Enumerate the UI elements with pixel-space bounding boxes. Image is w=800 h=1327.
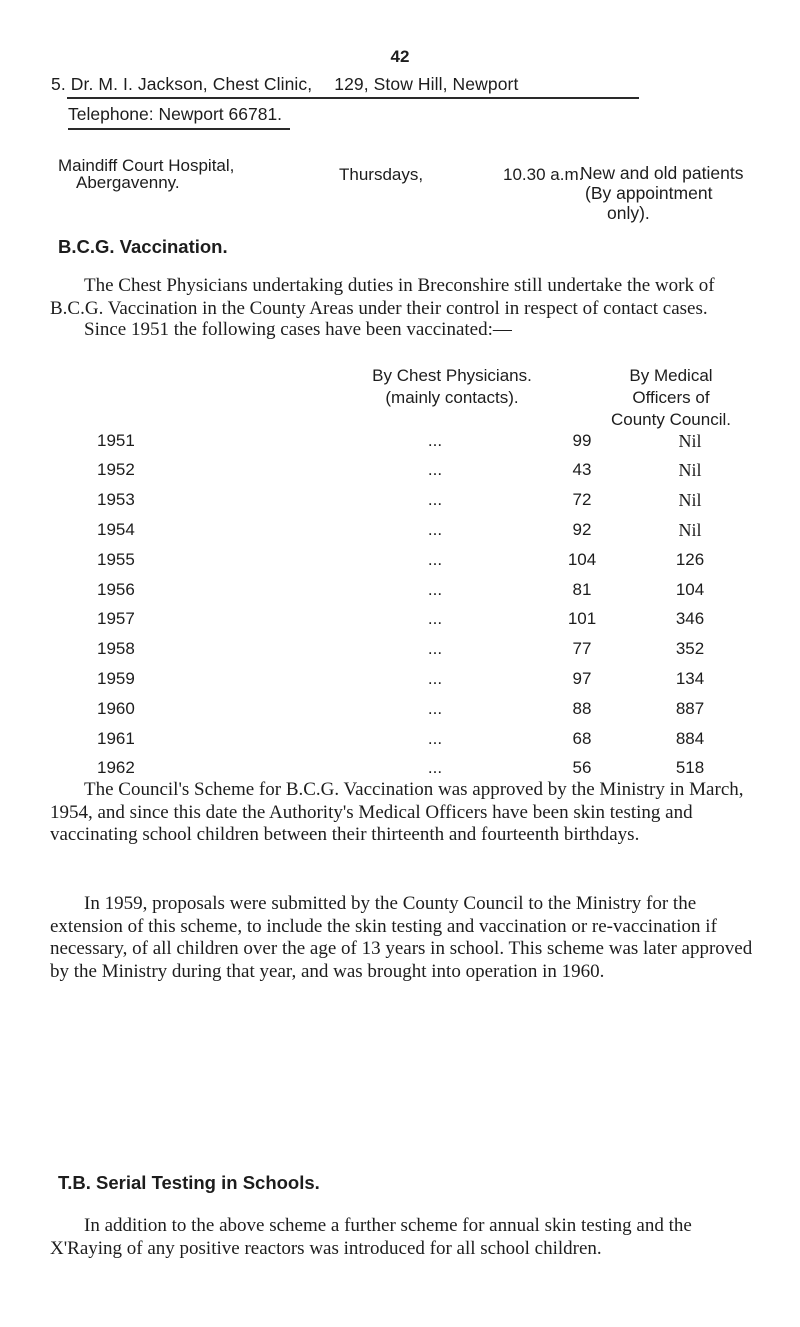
row-chest-count: 68 xyxy=(572,729,592,748)
row-mo-count: Nil xyxy=(678,490,702,510)
session-time: 10.30 a.m. xyxy=(503,165,584,184)
row-chest-count: 97 xyxy=(572,669,592,688)
row-year: 1959 xyxy=(97,669,135,688)
row-chest-count: 56 xyxy=(572,758,592,777)
row-leader-dots: ... xyxy=(427,520,443,539)
tb-heading: T.B. Serial Testing in Schools. xyxy=(58,1172,320,1193)
table-row xyxy=(0,431,800,457)
clinic-telephone: Telephone: Newport 66781. xyxy=(68,104,283,124)
row-leader-dots: ... xyxy=(427,699,443,718)
row-leader-dots: ... xyxy=(427,431,443,450)
column-header-line: County Council. xyxy=(610,410,731,429)
row-mo-count: Nil xyxy=(678,460,702,480)
table-row xyxy=(0,609,800,635)
column-header-chest-physicians xyxy=(312,365,592,409)
table-row xyxy=(0,460,800,486)
row-leader-dots: ... xyxy=(427,758,443,777)
row-leader-dots: ... xyxy=(427,639,443,658)
row-chest-count: 88 xyxy=(572,699,592,718)
hospital-line-1: Maindiff Court Hospital, xyxy=(58,156,235,175)
table-row xyxy=(0,550,800,576)
note-line-3: only). xyxy=(607,203,650,223)
row-chest-count: 77 xyxy=(572,639,592,658)
hospital-line-2: Abergavenny. xyxy=(76,173,180,192)
row-year: 1962 xyxy=(97,758,135,777)
column-header-line: Officers of xyxy=(632,388,710,407)
table-row xyxy=(0,729,800,755)
row-chest-count: 92 xyxy=(572,520,592,539)
table-row xyxy=(0,580,800,606)
clinic-line xyxy=(51,74,518,95)
table-row xyxy=(0,639,800,665)
row-leader-dots: ... xyxy=(427,729,443,748)
row-year: 1954 xyxy=(97,520,135,539)
row-chest-count: 43 xyxy=(572,460,592,479)
session-days: Thursdays, xyxy=(339,165,424,184)
underline-rule xyxy=(68,128,290,130)
bcg-paragraph: The Chest Physicians undertaking duties in Breconshire still undertake the work of B.C.G. Vaccination in the County Areas under their control in respect of contact cases. xyxy=(50,275,715,319)
row-year: 1951 xyxy=(97,431,135,450)
row-leader-dots: ... xyxy=(427,490,443,509)
row-chest-count: 104 xyxy=(567,550,597,569)
row-mo-count: 126 xyxy=(675,550,705,569)
row-year: 1952 xyxy=(97,460,135,479)
row-leader-dots: ... xyxy=(427,550,443,569)
row-year: 1960 xyxy=(97,699,135,718)
clinic-number: 5. xyxy=(51,74,66,94)
table-row xyxy=(0,669,800,695)
bcg-heading: B.C.G. Vaccination. xyxy=(58,236,228,257)
row-mo-count: 134 xyxy=(675,669,705,688)
row-mo-count: 884 xyxy=(675,729,705,748)
row-leader-dots: ... xyxy=(427,609,443,628)
clinic-address: 129, Stow Hill, Newport xyxy=(334,74,519,94)
column-header-line: By Chest Physicians. xyxy=(372,366,532,385)
row-mo-count: 352 xyxy=(675,639,705,658)
bcg-intro-line: Since 1951 the following cases have been vaccinated:— xyxy=(84,319,512,340)
row-chest-count: 99 xyxy=(572,431,592,450)
row-mo-count: Nil xyxy=(678,520,702,540)
row-leader-dots: ... xyxy=(427,460,443,479)
row-year: 1953 xyxy=(97,490,135,509)
row-chest-count: 101 xyxy=(567,609,597,628)
column-header-line: By Medical xyxy=(629,366,713,385)
row-year: 1961 xyxy=(97,729,135,748)
row-leader-dots: ... xyxy=(427,669,443,688)
row-chest-count: 72 xyxy=(572,490,592,509)
row-mo-count: 518 xyxy=(675,758,705,777)
session-hospital xyxy=(58,157,234,191)
row-mo-count: 887 xyxy=(675,699,705,718)
row-year: 1956 xyxy=(97,580,135,599)
table-row xyxy=(0,490,800,516)
row-mo-count: Nil xyxy=(678,431,702,451)
page-number: 42 xyxy=(390,47,410,66)
row-mo-count: 346 xyxy=(675,609,705,628)
extension-paragraph: In 1959, proposals were submitted by the County Council to the Ministry for the extension of this scheme, to include the skin testing and vaccination or re-vaccination if necessary, of all children over the age of 13 years in school. This scheme was later approved by the Ministry during that year, and was brought into operation in 1960. xyxy=(50,893,753,982)
row-mo-count: 104 xyxy=(675,580,705,599)
row-leader-dots: ... xyxy=(427,580,443,599)
tb-paragraph: In addition to the above scheme a further scheme for annual skin testing and the X'Raying of any positive reactors was introduced for all school children. xyxy=(50,1215,692,1259)
table-row xyxy=(0,699,800,725)
row-year: 1958 xyxy=(97,639,135,658)
note-line-1: New and old patients xyxy=(580,163,744,183)
row-year: 1957 xyxy=(97,609,135,628)
scheme-paragraph: The Council's Scheme for B.C.G. Vaccination was approved by the Ministry in March, 1954, and since this date the Authority's Medical Officers have been skin testing and vaccinating school children between their thirteenth and fourteenth birthdays. xyxy=(50,779,744,845)
underline-rule xyxy=(67,97,639,99)
row-year: 1955 xyxy=(97,550,135,569)
column-header-medical-officers xyxy=(556,365,786,431)
column-header-line: (mainly contacts). xyxy=(385,388,519,407)
clinic-name: Dr. M. I. Jackson, Chest Clinic, xyxy=(70,74,313,94)
table-row xyxy=(0,520,800,546)
note-line-2: (By appointment xyxy=(585,183,713,203)
session-note xyxy=(580,163,743,223)
row-chest-count: 81 xyxy=(572,580,592,599)
